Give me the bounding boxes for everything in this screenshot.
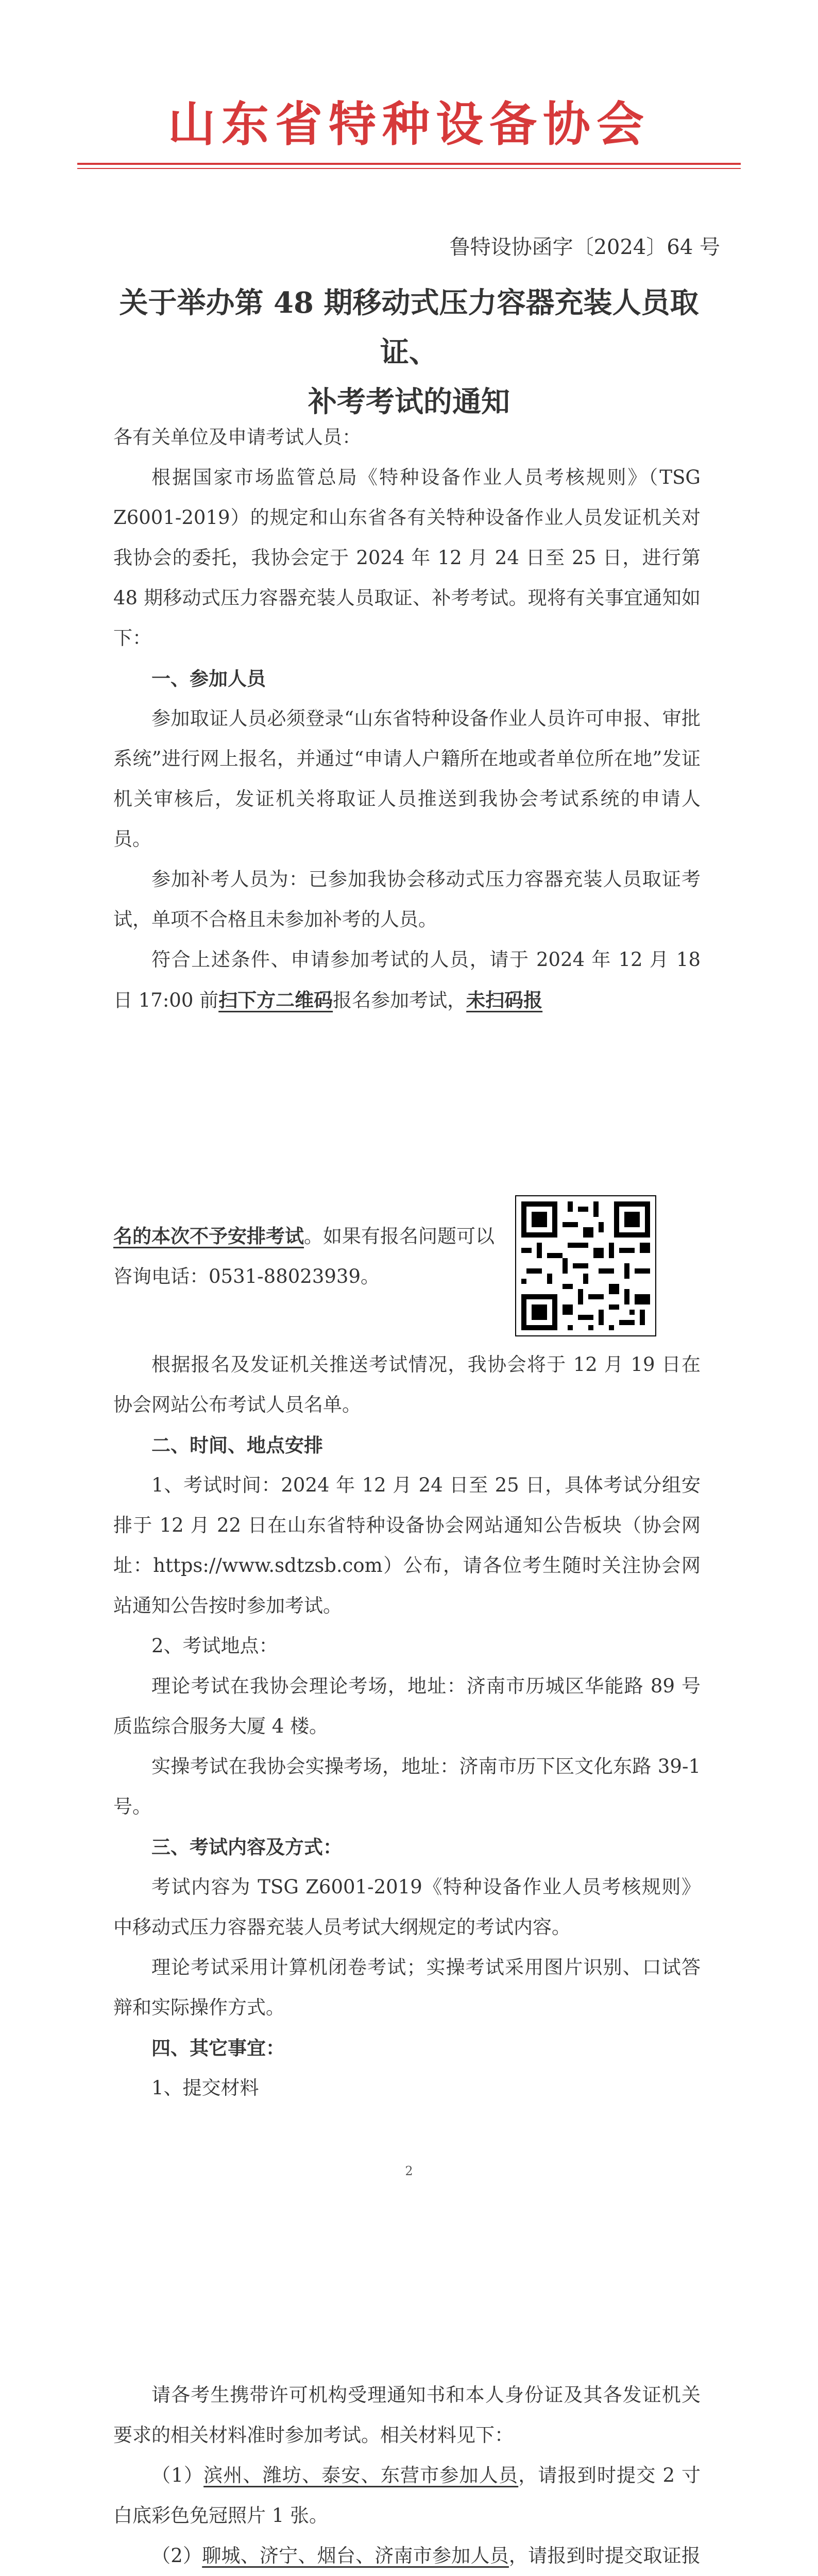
- no-scan-warning-cont: 名的本次不予安排考试: [113, 1225, 304, 1247]
- section3-para1: 考试内容为 TSG Z6001-2019《特种设备作业人员考核规则》中移动式压力容器充装人员考试大纲规定的考试内容。: [113, 1876, 701, 1938]
- document-title: [110, 278, 708, 427]
- section1-para2: 参加补考人员为：已参加我协会移动式压力容器充装人员取证考试，单项不合格且未参加补考的人员。: [113, 868, 701, 930]
- no-scan-warning: 未扫码报: [466, 989, 543, 1011]
- letterhead-rule-thin: [77, 168, 741, 169]
- document-title-line1: 关于举办第 48 期移动式压力容器充装人员取证、: [119, 286, 699, 369]
- section1-heading: 一、参加人员: [151, 667, 266, 690]
- page1-body-lower: [113, 1345, 701, 2108]
- register-deadline-text: 符合上述条件、申请参加考试的人员，请于 2024 年 12 月 18 日 17:00 前: [113, 948, 701, 1011]
- intro-paragraph: 根据国家市场监管总局《特种设备作业人员考核规则》（TSG Z6001-2019）的规定和山东省各有关特种设备作业人员发证机关对我协会的委托，我协会定于 2024 年 12 月 24 日至 25 日，进行第 48 期移动式压力容器充装人员取证、补考考试。现将有关事宜通知如下：: [113, 466, 701, 649]
- section1-para5: 根据报名及发证机关推送考试情况，我协会将于 12 月 19 日在协会网站公布考试人员名单。: [113, 1353, 701, 1416]
- page1-body: [113, 417, 701, 1021]
- page3-body: [113, 2375, 701, 2576]
- consult-phone-text: 。如果有报名问题可以咨询电话：0531-88023939。: [113, 1225, 495, 1287]
- item2-cities: 聊城、济宁、烟台、济南市参加人员: [202, 2545, 509, 2567]
- page-number-2: 2: [405, 2164, 413, 2178]
- item1-cities: 滨州、潍坊、泰安、东营市参加人员: [203, 2464, 519, 2486]
- qr-code-icon: [516, 1196, 655, 1335]
- document-number: 鲁特设协函字〔2024〕64 号: [449, 235, 720, 259]
- materials-intro: 请各考生携带许可机构受理通知书和本人身份证及其各发证机关要求的相关材料准时参加考试。相关材料见下：: [113, 2384, 701, 2446]
- document-title-line2: 补考考试的通知: [308, 385, 510, 419]
- section4-heading: 四、其它事宜：: [151, 2037, 285, 2059]
- registration-qr-code[interactable]: [515, 1195, 656, 1336]
- section1-para4: [113, 1216, 495, 1297]
- salutation: 各有关单位及申请考试人员：: [113, 426, 361, 448]
- page1-body-left: [113, 1216, 495, 1297]
- section2-para1: 1、考试时间：2024 年 12 月 24 日至 25 日，具体考试分组安排于 12 月 22 日在山东省特种设备协会网站通知公告板块（协会网址：https://www.sdtzsb.com）公布，请各位考生随时关注协会网站通知公告按时参加考试。: [113, 1474, 701, 1617]
- org-letterhead-title: 山东省特种设备协会: [167, 96, 650, 152]
- letterhead-rule: [77, 163, 741, 165]
- item2-number: （2）: [151, 2545, 202, 2567]
- item2-text: ，请报到时提交取证报: [508, 2545, 701, 2567]
- materials-item1: [113, 2455, 701, 2536]
- section1-para1: 参加取证人员必须登录“山东省特种设备作业人员许可申报、审批系统”进行网上报名，并通过“申请人户籍所在地或者单位所在地”发证机关审核后，发证机关将取证人员推送到我协会考试系统的申请人员。: [113, 707, 701, 850]
- section1-para3: [113, 940, 701, 1021]
- section2-para2: 2、考试地点：: [151, 1635, 278, 1657]
- register-text: 报名参加考试，: [333, 989, 467, 1011]
- section2-heading: 二、时间、地点安排: [151, 1434, 323, 1456]
- section2-para4: 实操考试在我协会实操考场，地址：济南市历下区文化东路 39-1 号。: [113, 1755, 701, 1818]
- section4-para1: 1、提交材料: [151, 2077, 259, 2099]
- item1-text: ，请报到时提交 2 寸白底彩色免冠照片 1 张。: [113, 2464, 701, 2527]
- item1-number: （1）: [151, 2464, 204, 2486]
- scan-qr-emphasis: 扫下方二维码: [218, 989, 333, 1011]
- materials-item2: [113, 2536, 701, 2576]
- section3-heading: 三、考试内容及方式：: [151, 1836, 342, 1858]
- section2-para3: 理论考试在我协会理论考场，地址：济南市历城区华能路 89 号质监综合服务大厦 4 楼。: [113, 1675, 701, 1737]
- section3-para2: 理论考试采用计算机闭卷考试；实操考试采用图片识别、口试答辩和实际操作方式。: [113, 1956, 701, 2019]
